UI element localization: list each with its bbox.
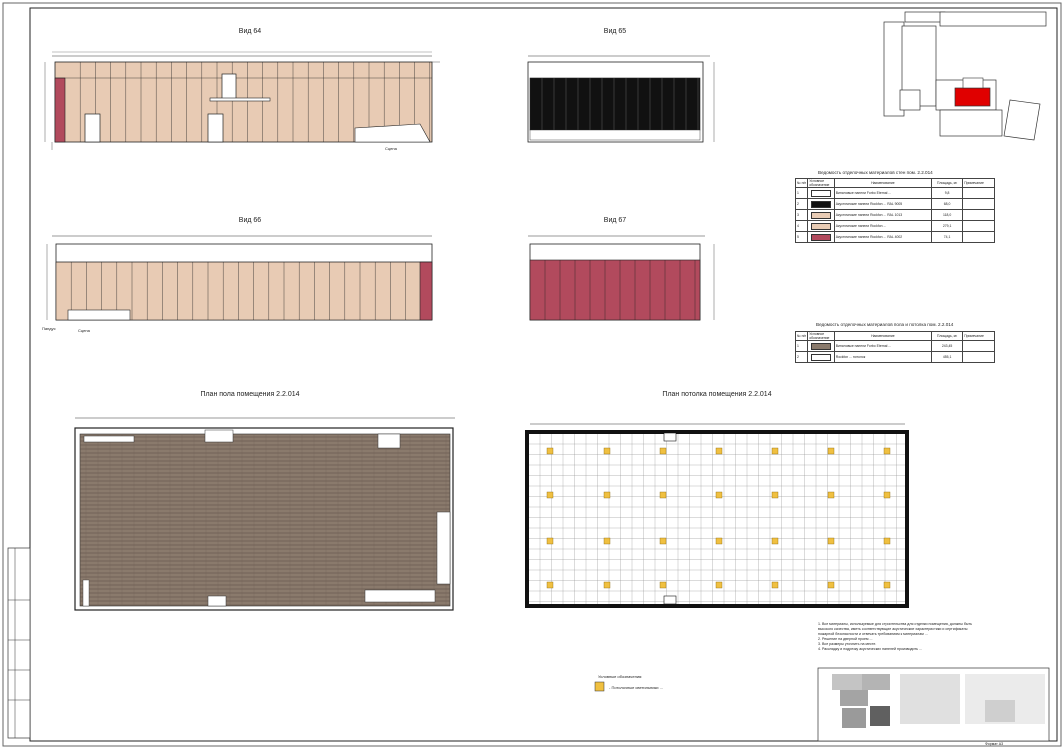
note-line: 1. Все материалы, используемые для строительства для отделки помещения, должны быть <box>818 622 973 626</box>
wall-row-area: 279,1 <box>931 221 962 232</box>
view-65 <box>528 56 714 142</box>
wall-row-n: 1 <box>796 188 808 199</box>
view-66-stage-label: Сцена <box>78 328 90 333</box>
view-65-title: Вид 65 <box>603 28 627 35</box>
sheet-format: Формат А3 <box>985 742 1004 746</box>
floor-row-swatch <box>808 341 835 352</box>
wall-row-n: 4 <box>796 221 808 232</box>
floor-row-name: Виниловые панели Forbo Eternal ... <box>834 341 931 352</box>
ceiling-lamp <box>884 448 890 454</box>
note-line: высокого качества, иметь соответствующие акустические характеристики и сертификаты <box>818 627 968 631</box>
ceiling-lamp <box>828 448 834 454</box>
ceiling-lamp <box>716 448 722 454</box>
wall-schedule-title: Ведомость отделочных материалов стен пом. 2.2.014 <box>818 170 933 175</box>
table-row <box>796 341 995 352</box>
floor-hdr-n: № п/п <box>796 332 808 341</box>
legend-lamp-swatch <box>595 682 604 691</box>
floor-plan <box>75 418 455 610</box>
table-row <box>796 352 995 363</box>
note-line: 3. Все размеры уточнить на месте. <box>818 642 877 646</box>
wall-row-area: 74,1 <box>931 232 962 243</box>
floor-schedule-title: Ведомость отделочных материалов пола и потолка пом. 2.2.014 <box>816 322 954 327</box>
floor-row-n: 1 <box>796 341 808 352</box>
note-line: 2. Решение на дверной проем ... <box>818 637 873 641</box>
wall-hdr-area: Площадь, м² <box>931 179 962 188</box>
view-66-title: Вид 66 <box>238 217 262 224</box>
floor-row-note <box>963 341 995 352</box>
wall-row-swatch <box>808 188 835 199</box>
view-66-ramp-label: Пандус <box>42 326 56 331</box>
wall-row-swatch <box>808 210 835 221</box>
view-67 <box>528 236 714 320</box>
view-66 <box>47 236 432 320</box>
wall-hdr-n: № п/п <box>796 179 808 188</box>
note-line: 4. Раскладку и подрезку акустических панелей производить ... <box>818 647 922 651</box>
ceiling-lamp <box>716 538 722 544</box>
view-67-title: Вид 67 <box>603 217 627 224</box>
floor-schedule-table <box>795 331 995 363</box>
wall-row-name: Акустические панели Rockfon ... RAL 9005 <box>834 199 931 210</box>
table-row <box>796 210 995 221</box>
ceiling-lamp <box>772 448 778 454</box>
floor-hdr-note: Примечание <box>963 332 995 341</box>
wall-schedule-table <box>795 178 995 243</box>
wall-row-swatch <box>808 199 835 210</box>
title-block <box>818 668 1049 741</box>
wall-row-n: 2 <box>796 199 808 210</box>
wall-row-note <box>963 221 995 232</box>
table-row <box>796 221 995 232</box>
ceiling-lamp <box>716 492 722 498</box>
wall-row-name: Акустические панели Rockfon ... <box>834 221 931 232</box>
ceiling-lamp <box>884 538 890 544</box>
wall-row-name: Акустические панели Rockfon ... RAL 4002 <box>834 232 931 243</box>
ceiling-lamp <box>884 582 890 588</box>
wall-row-note <box>963 199 995 210</box>
wall-row-area: 68,0 <box>931 199 962 210</box>
ceiling-lamp <box>547 448 553 454</box>
wall-row-note <box>963 188 995 199</box>
wall-hdr-note: Примечание <box>963 179 995 188</box>
ceiling-lamp <box>772 538 778 544</box>
floor-hdr-symbol: Условное обозначение <box>808 332 835 341</box>
floor-hdr-area: Площадь, м² <box>931 332 962 341</box>
ceiling-plan-title: План потолка помещения 2.2.014 <box>662 391 772 398</box>
ceiling-lamp <box>547 492 553 498</box>
wall-row-note <box>963 210 995 221</box>
legend-lamp-text: - Потолочные светильники ... <box>609 685 663 690</box>
ceiling-lamp <box>660 582 666 588</box>
ceiling-lamp <box>604 492 610 498</box>
ceiling-lamp <box>828 492 834 498</box>
ceiling-plan <box>527 424 907 606</box>
ceiling-lamp <box>660 492 666 498</box>
wall-row-n: 3 <box>796 210 808 221</box>
floor-row-area: 243,45 <box>931 341 962 352</box>
view-64 <box>45 52 440 150</box>
floor-plan-title: План пола помещения 2.2.014 <box>200 391 300 398</box>
wall-row-area: 9,8 <box>931 188 962 199</box>
general-notes <box>818 622 1018 652</box>
wall-hdr-name: Наименование <box>834 179 931 188</box>
ceiling-lamp <box>604 448 610 454</box>
ceiling-lamp <box>772 582 778 588</box>
wall-hdr-symbol: Условное обозначение <box>808 179 835 188</box>
wall-row-note <box>963 232 995 243</box>
ceiling-lamp <box>828 582 834 588</box>
wall-row-swatch <box>808 221 835 232</box>
view-64-title: Вид 64 <box>238 28 262 35</box>
ceiling-lamp <box>660 448 666 454</box>
ceiling-lamp <box>884 492 890 498</box>
ceiling-lamp <box>604 538 610 544</box>
legend-title: Условные обозначения: <box>598 674 643 679</box>
floor-row-n: 2 <box>796 352 808 363</box>
floor-row-area: 455,1 <box>931 352 962 363</box>
key-plan <box>884 12 1046 140</box>
ceiling-lamp <box>716 582 722 588</box>
floor-hdr-name: Наименование <box>834 332 931 341</box>
table-row <box>796 232 995 243</box>
wall-row-area: 118,0 <box>931 210 962 221</box>
view-64-stage-label: Сцена <box>385 146 397 151</box>
wall-row-name: Акустические панели Rockfon ... RAL 1013 <box>834 210 931 221</box>
floor-row-note <box>963 352 995 363</box>
ceiling-lamp <box>660 538 666 544</box>
wall-row-name: Виниловые панели Forbo Eternal ... <box>834 188 931 199</box>
wall-row-swatch <box>808 232 835 243</box>
side-stamp <box>8 548 30 738</box>
ceiling-lamp <box>828 538 834 544</box>
note-line: пожарной безопасности и отвечать требованиям к материалам ... <box>818 632 928 636</box>
floor-row-name: Rockfon ... потолок <box>834 352 931 363</box>
table-row <box>796 188 995 199</box>
ceiling-lamp <box>547 538 553 544</box>
ceiling-lamp <box>604 582 610 588</box>
ceiling-lamp <box>547 582 553 588</box>
floor-row-swatch <box>808 352 835 363</box>
wall-row-n: 5 <box>796 232 808 243</box>
ceiling-lamp <box>772 492 778 498</box>
table-row <box>796 199 995 210</box>
